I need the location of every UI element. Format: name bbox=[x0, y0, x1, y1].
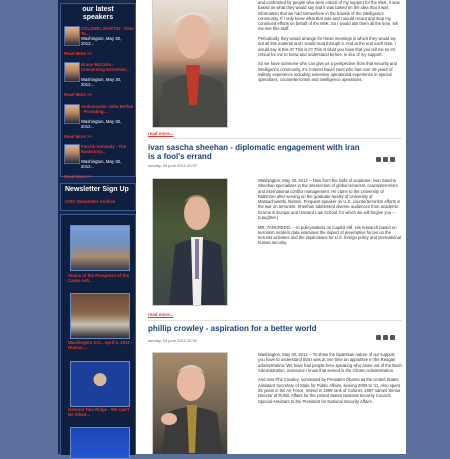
article-paragraph: Washington, May 30, 2012 -- Now from the halls of academe, Ivan Sascha Sheehan specializes in the intersection of global terrorism, counterterrorism and international conflict management. He came to the University of Baltimore after serving on the graduate faculty of University of Massachusetts, Boston. Frequent speaker on U.S. counterterrorism efforts in the war on terrorism. Sheehan addressed diverse audiences from academic forums in Europe and Harvard Law School, for which we will forgive you -- (Laughter.) bbox=[258, 178, 401, 221]
speaker-item[interactable] bbox=[64, 62, 134, 97]
video-thumbnail[interactable] bbox=[70, 361, 130, 407]
article-photo bbox=[152, 0, 228, 128]
speaker-date: Washington, May 30, 2012... bbox=[81, 119, 122, 129]
article-actions bbox=[376, 149, 402, 155]
speaker-thumbnail[interactable] bbox=[64, 144, 80, 164]
speaker-thumbnail[interactable] bbox=[64, 104, 80, 124]
article-date: sunday, 03 june 2012 20:57 bbox=[148, 163, 198, 168]
latest-speakers-title: our latest speakers bbox=[82, 6, 114, 21]
article-photo bbox=[152, 178, 228, 306]
speaker-thumbnail[interactable] bbox=[64, 62, 80, 82]
print-icon[interactable] bbox=[376, 335, 381, 340]
article-paragraph: and confronted by people who were critical of my support for the MeK, it was based on what they would say and it was based on the idea that it was information that we had somewhere in the bowels of the intelligence community. If I only knew what that was and I would recant and stop my continued efforts on behalf of the MeK. So I would ask them all the time, tell me see this stuff. bbox=[258, 0, 400, 32]
video-caption-link[interactable]: Status of the Prospects of the Camp Ash... bbox=[68, 273, 129, 283]
speaker-date: Washington, May 30, 2012... bbox=[81, 77, 122, 87]
speaker-read-more-link[interactable]: Read More >> bbox=[64, 92, 93, 97]
read-more-link[interactable]: read more... bbox=[148, 131, 174, 136]
article-body bbox=[258, 352, 402, 408]
divider bbox=[148, 138, 402, 139]
article-title-link[interactable]: ivan sascha sheehan - diplomatic engagement with iran is a fool's errand bbox=[148, 143, 360, 161]
video-caption-link[interactable]: Washington D.C., April 6, 2012 - Human ... bbox=[68, 340, 133, 350]
article-paragraph: So we have someone who can give us a perspective from that security and intelligence community, it's Colonel David Hunt who has over 29 years of military experience including extensive operational experience in special operations, counterterrorism and intelligence operations. bbox=[258, 61, 397, 83]
speaker-name-link[interactable]: COLONEL MARTIN - Time To... bbox=[81, 26, 134, 36]
speaker-read-more-link[interactable]: Read More >> bbox=[64, 174, 93, 179]
main-content bbox=[144, 0, 406, 454]
print-icon[interactable] bbox=[376, 157, 381, 162]
speaker-portrait-illustration bbox=[153, 0, 227, 127]
video-thumbnail[interactable] bbox=[70, 225, 130, 271]
article-body bbox=[258, 0, 402, 87]
article-paragraph: Periodically they would arrange for these meetings in which they would lay out all this material and I would read through it. And at the end each time, I would say is this it? This is it? This is what you have that you tell me so it's critical for me to know and understand before, in lieu of my support. bbox=[258, 35, 396, 57]
pdf-icon[interactable] bbox=[383, 157, 388, 162]
article-body bbox=[258, 178, 402, 250]
speaker-thumbnail[interactable] bbox=[64, 26, 80, 46]
article-date: sunday, 03 june 2012 20:52 bbox=[148, 338, 198, 343]
article-paragraph: MR. TANCREDO: -- to policymakers on Capitol Hill. His research based on terrorism incident data examines the impact of preemptive forces on the terrorist activities and the implications for U.S. foreign policy and international human security. bbox=[258, 224, 401, 246]
sidebar bbox=[58, 0, 136, 454]
speaker-name-link[interactable]: Patrick Kennedy - The Backstory... bbox=[81, 144, 127, 154]
content-gutter bbox=[136, 0, 144, 454]
speaker-item[interactable] bbox=[64, 144, 134, 179]
email-icon[interactable] bbox=[390, 157, 395, 162]
newsletter-title: Newsletter Sign Up bbox=[65, 186, 129, 193]
speaker-date: Washington, May 30, 2012... bbox=[81, 36, 122, 46]
latest-speakers-box bbox=[60, 3, 136, 177]
email-icon[interactable] bbox=[390, 335, 395, 340]
article-title-link[interactable]: phillip crowley - aspiration for a better world bbox=[148, 324, 317, 333]
read-more-link[interactable]: read more... bbox=[148, 312, 174, 317]
speaker-portrait-illustration bbox=[153, 353, 227, 454]
article-photo bbox=[152, 352, 228, 454]
speaker-name-link[interactable]: Bruce McColm - Concerning Extremist... bbox=[81, 62, 130, 72]
video-thumbnail[interactable] bbox=[70, 427, 130, 459]
speaker-name-link[interactable]: Ambassador John Bolton - Providing... bbox=[81, 104, 134, 114]
videos-box bbox=[60, 214, 136, 455]
speaker-read-more-link[interactable]: Read More >> bbox=[64, 134, 93, 139]
pdf-icon[interactable] bbox=[383, 335, 388, 340]
speaker-portrait-illustration bbox=[153, 179, 227, 305]
divider bbox=[148, 320, 402, 321]
speaker-read-more-link[interactable]: Read More >> bbox=[64, 51, 93, 56]
video-caption-link[interactable]: General Tom Ridge - We Can't Be Silent... bbox=[68, 407, 130, 417]
speaker-date: Washington, May 30, 2012... bbox=[81, 159, 122, 169]
speaker-item[interactable] bbox=[64, 104, 134, 139]
article-paragraph: Washington, May 30, 2012 -- To show the bipartisan nature of our support, you have to understand that I was at one time an appointee in the Reagan administration. We have had people here speaking who came out of the Bush Administration. Someone I know that served in the Clinton Administration. bbox=[258, 352, 402, 373]
newsletter-box bbox=[60, 183, 136, 211]
article-paragraph: And now Phil Crowley, nominated by President Obama as the United States Assistant Secretary of State for Public Affairs, serving 2009 to '11. Also spent 26 years in the Air Force, retired in 1999 rank of Colonel, 1997 names Senior Director of Public Affairs for the United States National Security Council, Special Assistant to the President for National Security Affairs. bbox=[258, 377, 401, 404]
speaker-item[interactable] bbox=[64, 26, 134, 56]
article-actions bbox=[376, 327, 402, 333]
newsletter-archive-link[interactable]: IOSC Newsletter Archive bbox=[65, 199, 116, 204]
video-thumbnail[interactable] bbox=[70, 293, 130, 339]
